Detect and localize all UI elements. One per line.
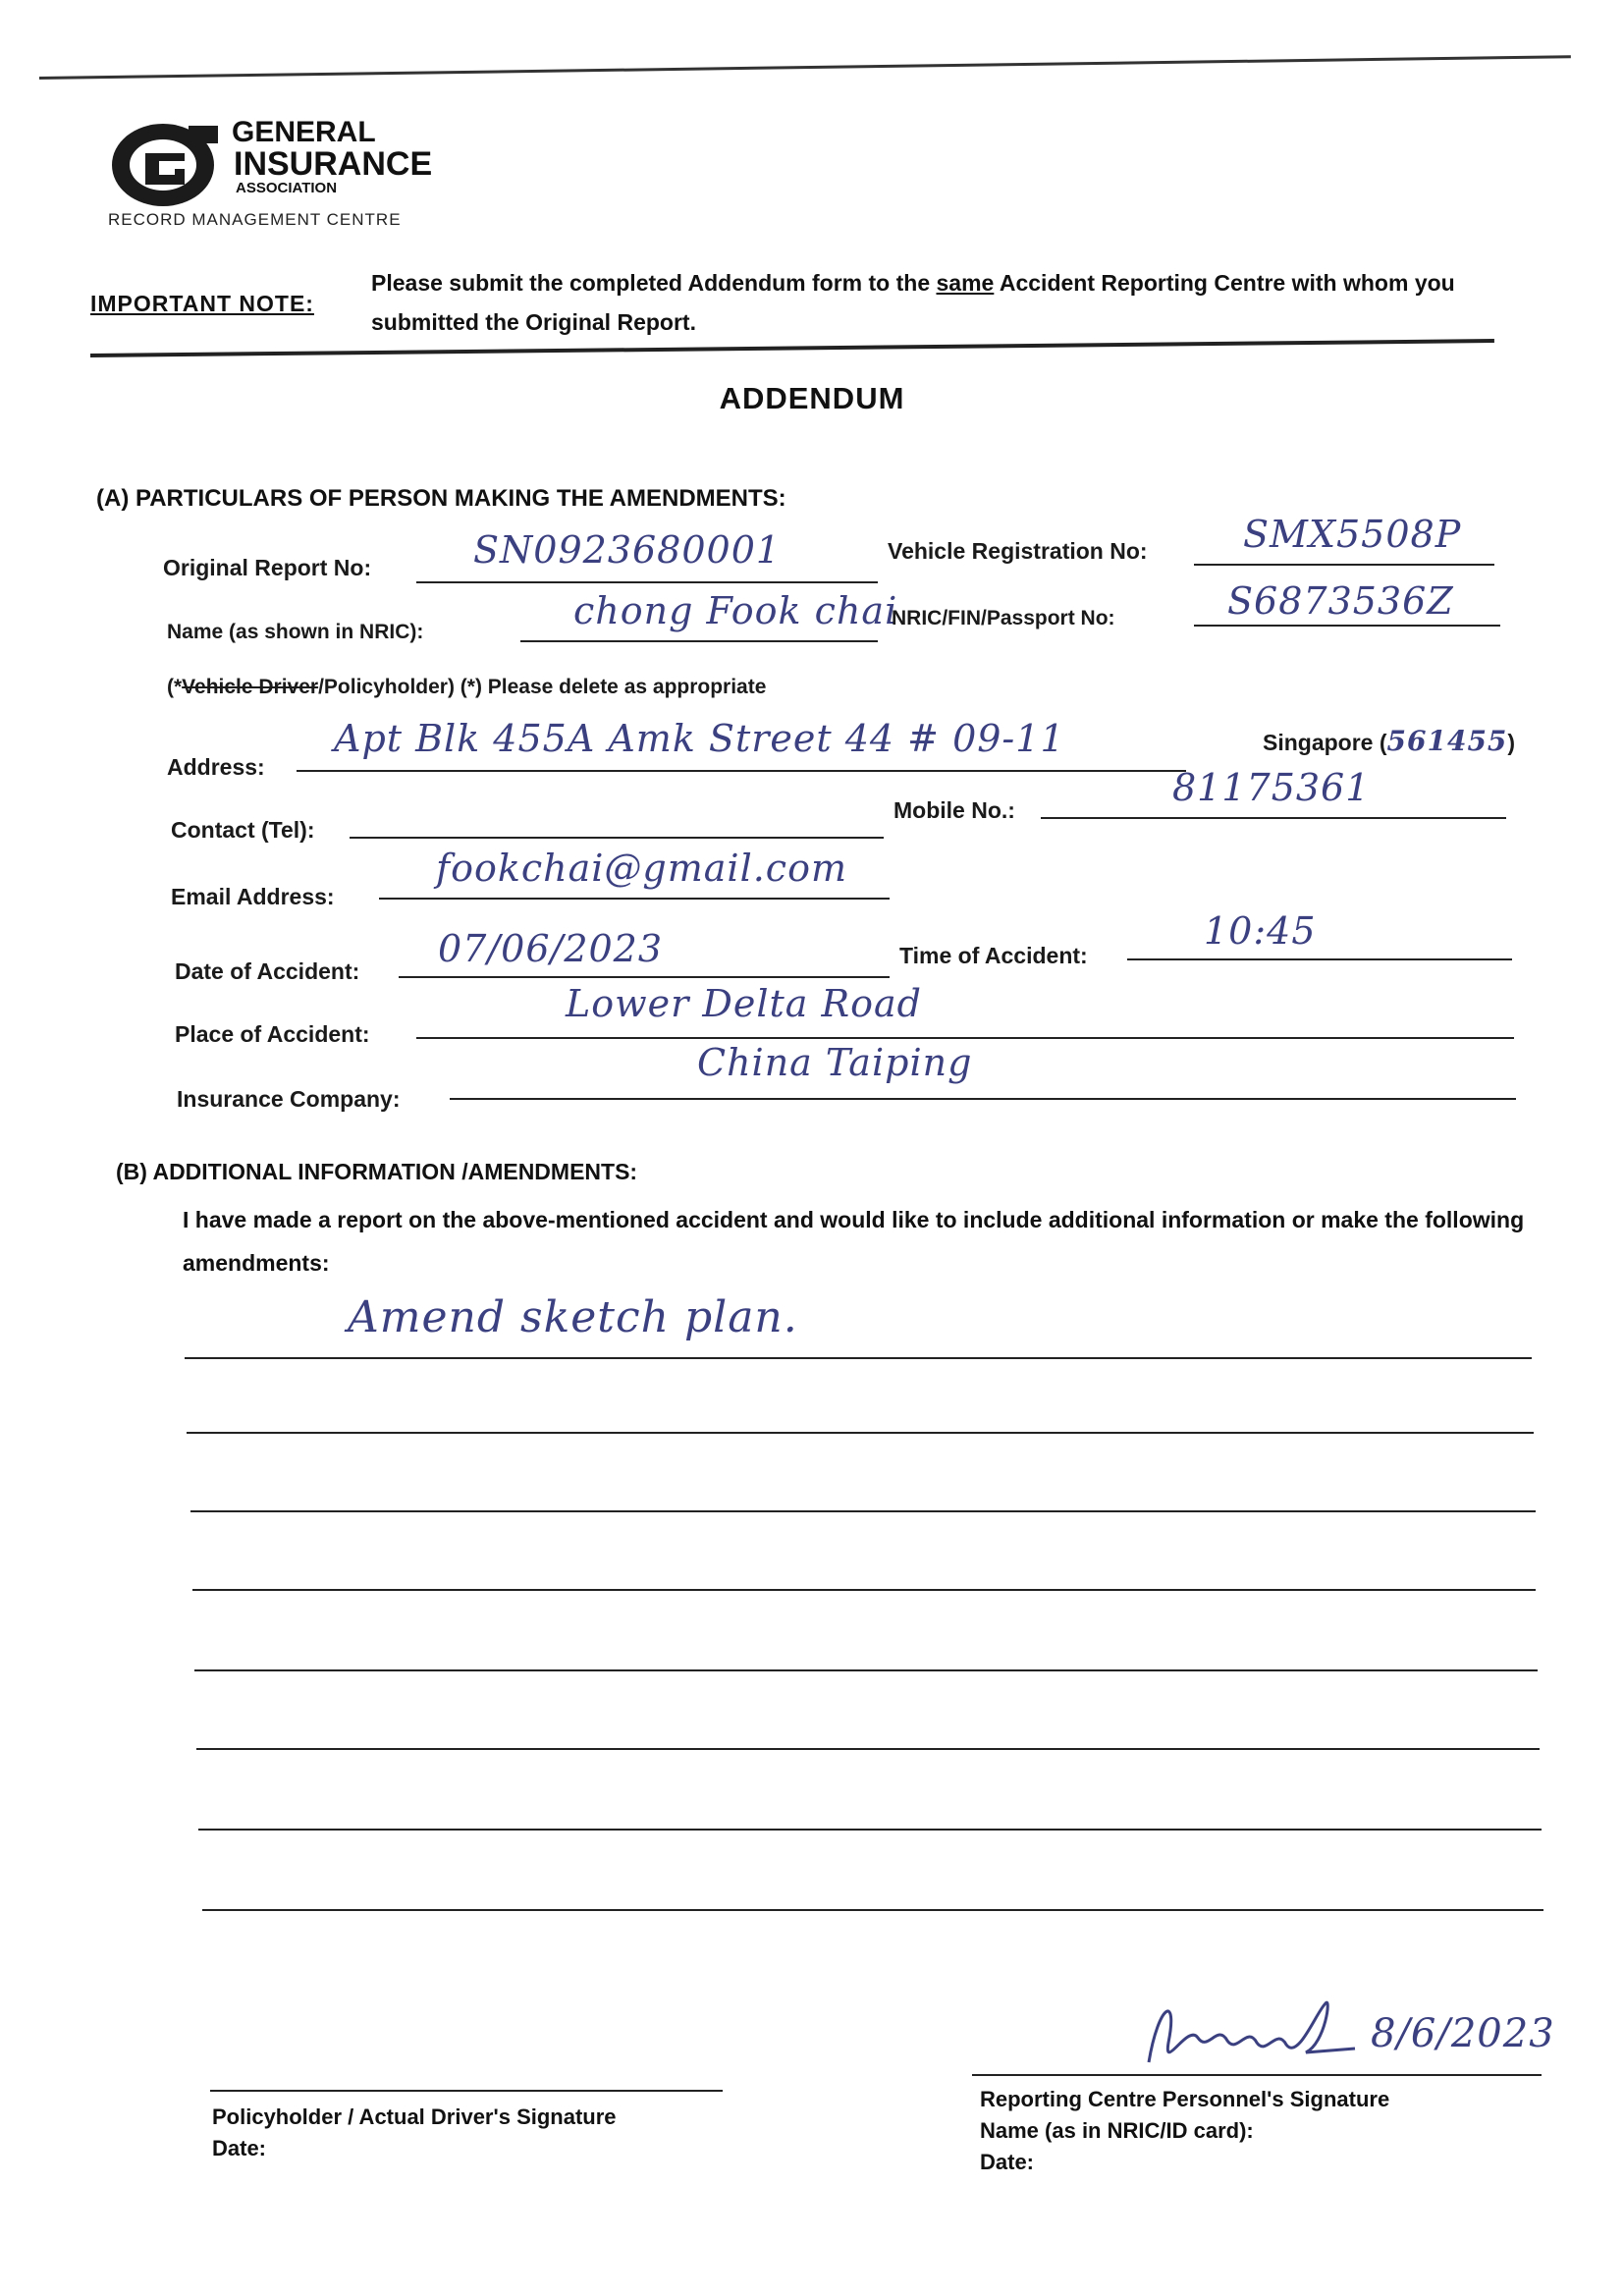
singapore-label: Singapore (561455) bbox=[1263, 725, 1516, 757]
address-label: Address: bbox=[167, 754, 265, 780]
postal-code-value[interactable]: 561455 bbox=[1386, 725, 1508, 757]
time-label: Time of Accident: bbox=[899, 943, 1088, 968]
tel-label: Contact (Tel): bbox=[171, 817, 315, 843]
place-value[interactable]: Lower Delta Road bbox=[566, 982, 922, 1025]
left-signature-line bbox=[210, 2090, 723, 2092]
important-note-text: Please submit the completed Addendum form to the same Accident Reporting Centre with whom you submitted the Original Report. bbox=[371, 270, 1455, 335]
section-b-heading: (B) ADDITIONAL INFORMATION /AMENDMENTS: bbox=[116, 1159, 638, 1184]
original-report-label: Original Report No: bbox=[163, 555, 372, 580]
amendment-line-5 bbox=[194, 1669, 1538, 1671]
logo-line1: GENERAL bbox=[232, 116, 376, 148]
amendment-line-1 bbox=[185, 1357, 1532, 1359]
address-line bbox=[297, 770, 1186, 772]
logo-line2: INSURANCE bbox=[234, 145, 433, 183]
original-report-line bbox=[416, 581, 878, 583]
right-signature-label: Reporting Centre Personnel's Signature Name (as in NRIC/ID card): Date: bbox=[980, 2087, 1390, 2174]
insurer-label: Insurance Company: bbox=[177, 1086, 401, 1112]
handwritten-signature bbox=[1129, 1984, 1375, 2082]
left-signature-label: Policyholder / Actual Driver's Signature Date: bbox=[212, 2105, 617, 2160]
amendment-line-2 bbox=[187, 1432, 1534, 1434]
tel-line bbox=[350, 837, 884, 839]
amendment-text[interactable]: Amend sketch plan. bbox=[348, 1292, 798, 1342]
vehicle-reg-label: Vehicle Registration No: bbox=[888, 538, 1148, 564]
nric-label: NRIC/FIN/Passport No: bbox=[892, 607, 1115, 629]
nric-line bbox=[1194, 625, 1500, 627]
section-b-paragraph: I have made a report on the above-mentioned accident and would like to include additional information or make the following amendments: bbox=[183, 1207, 1525, 1276]
amendment-line-6 bbox=[196, 1748, 1540, 1750]
mobile-label: Mobile No.: bbox=[893, 797, 1015, 823]
page-title: ADDENDUM bbox=[719, 381, 905, 415]
vehicle-reg-value[interactable]: SMX5508P bbox=[1243, 513, 1462, 556]
role-struck-text: Vehicle Driver bbox=[182, 676, 319, 698]
place-label: Place of Accident: bbox=[175, 1021, 370, 1047]
time-line bbox=[1127, 958, 1512, 960]
name-label: Name (as shown in NRIC): bbox=[167, 621, 424, 643]
amendment-line-3 bbox=[190, 1510, 1536, 1512]
time-value[interactable]: 10:45 bbox=[1204, 909, 1317, 953]
vehicle-reg-line bbox=[1194, 564, 1494, 566]
amendment-line-7 bbox=[198, 1829, 1542, 1831]
insurer-value[interactable]: China Taiping bbox=[697, 1041, 973, 1084]
date-value[interactable]: 07/06/2023 bbox=[438, 927, 664, 970]
role-note: (*Vehicle Driver/Policyholder) (*) Please delete as appropriate bbox=[167, 676, 767, 698]
right-signed-date[interactable]: 8/6/2023 bbox=[1371, 2011, 1555, 2056]
gia-logo-icon bbox=[106, 116, 224, 212]
section-a-heading: (A) PARTICULARS OF PERSON MAKING THE AMENDMENTS: bbox=[96, 485, 786, 512]
logo-subtitle: RECORD MANAGEMENT CENTRE bbox=[108, 210, 402, 229]
amendment-line-4 bbox=[192, 1589, 1536, 1591]
original-report-value[interactable]: SN0923680001 bbox=[473, 528, 782, 572]
date-line bbox=[399, 976, 890, 978]
date-label: Date of Accident: bbox=[175, 958, 360, 984]
email-line bbox=[379, 898, 890, 900]
amendment-line-8 bbox=[202, 1909, 1543, 1911]
email-label: Email Address: bbox=[171, 884, 335, 909]
important-note-label: IMPORTANT NOTE: bbox=[90, 291, 314, 316]
mobile-line bbox=[1041, 817, 1506, 819]
name-line bbox=[520, 640, 878, 642]
insurer-line bbox=[450, 1098, 1516, 1100]
right-signature-line bbox=[972, 2074, 1542, 2076]
logo-line3: ASSOCIATION bbox=[236, 180, 338, 196]
email-value[interactable]: fookchai@gmail.com bbox=[436, 847, 848, 890]
top-edge-line bbox=[39, 55, 1571, 80]
nric-value[interactable]: S6873536Z bbox=[1227, 579, 1454, 623]
place-line bbox=[416, 1037, 1514, 1039]
name-value[interactable]: chong Fook chai bbox=[573, 589, 898, 632]
address-value[interactable]: Apt Blk 455A Amk Street 44 # 09-11 bbox=[334, 717, 1065, 760]
mobile-value[interactable]: 81175361 bbox=[1172, 766, 1371, 809]
